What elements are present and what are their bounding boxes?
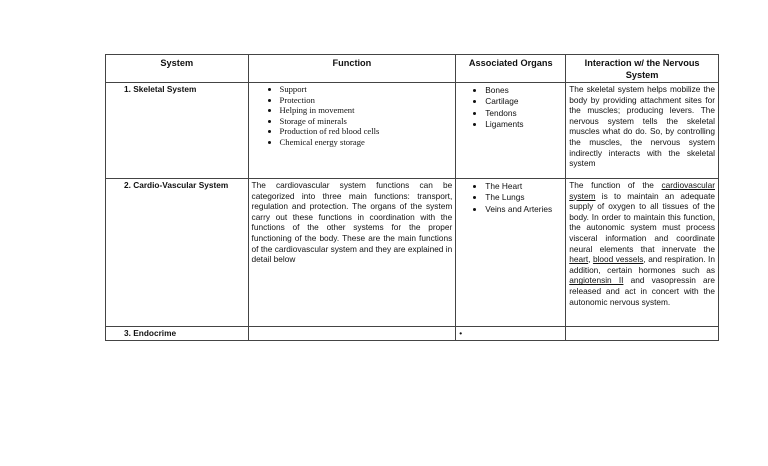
systems-table — [105, 54, 719, 341]
interaction-text: The function of the — [569, 180, 662, 190]
bullet-icon: • — [459, 328, 463, 338]
list-item: • Cartilage — [485, 96, 562, 107]
link-blood-vessels[interactable]: blood vessels — [592, 254, 644, 265]
interaction-text: is to maintain an adequate supply of oxygen to all tissues of the body. In order to maintain this function, the autonomic system must process visceral information and coordinate neural elements that innervate the — [569, 190, 715, 254]
interaction-cell — [566, 179, 719, 327]
function-cell: The cardiovascular system functions can be categorized into three main functions: transport, regulation and protection. The organs of the system carry out these functions in coordination with the functions of the other systems for the proper functioning of the body. These are the main functions of the cardiovascular system and they are explained in detail below — [248, 179, 456, 327]
list-item: • Bones — [485, 85, 562, 96]
table-row-endocrine — [106, 327, 719, 341]
system-name: 1. Skeletal System — [106, 83, 249, 179]
list-item: • The Lungs — [485, 192, 562, 203]
organs-cell — [456, 327, 566, 341]
organs-list — [459, 85, 562, 131]
list-item: • Production of red blood cells — [280, 126, 453, 137]
function-cell — [248, 83, 456, 179]
interaction-cell — [566, 327, 719, 341]
link-heart[interactable]: heart — [569, 254, 589, 265]
list-item: • Support — [280, 84, 453, 95]
list-item: • Tendons — [485, 108, 562, 119]
function-list — [252, 84, 453, 147]
interaction-cell: The skeletal system helps mobilize the body by providing attachment sites for the muscles; producing levers. The nervous system tells the skeletal muscles what do do. So, by controlling the muscles, the nervous system indirectly interacts with the skeletal system — [566, 83, 719, 179]
interaction-text: , — [588, 254, 593, 265]
header-organs: Associated Organs — [456, 55, 566, 83]
table-row-skeletal — [106, 83, 719, 179]
list-item: • Storage of minerals — [280, 116, 453, 127]
organs-list — [459, 181, 562, 215]
list-item: • Protection — [280, 95, 453, 106]
header-system: System — [106, 55, 249, 83]
system-name: 2. Cardio-Vascular System — [106, 179, 249, 327]
interaction-text: and vasopressin are released and act in concert with the autonomic nervous system. — [569, 275, 715, 307]
header-interaction: Interaction w/ the Nervous System — [566, 55, 719, 83]
link-angiotensin-ii[interactable]: angiotensin II — [569, 275, 624, 286]
interaction-text: , and respiration. In addition, certain hormones such as — [569, 254, 715, 275]
list-item: • The Heart — [485, 181, 562, 192]
header-row — [106, 55, 719, 83]
list-item: • Ligaments — [485, 119, 562, 130]
list-item: • Veins and Arteries — [485, 204, 562, 215]
link-cardiovascular-system[interactable]: cardiovascular system — [569, 180, 715, 201]
organs-cell — [456, 179, 566, 327]
function-cell — [248, 327, 456, 341]
table-row-cardio — [106, 179, 719, 327]
list-item: • Helping in movement — [280, 105, 453, 116]
header-function: Function — [248, 55, 456, 83]
organs-cell — [456, 83, 566, 179]
system-name: 3. Endocrime — [106, 327, 249, 341]
list-item: • Chemical energy storage — [280, 137, 453, 148]
